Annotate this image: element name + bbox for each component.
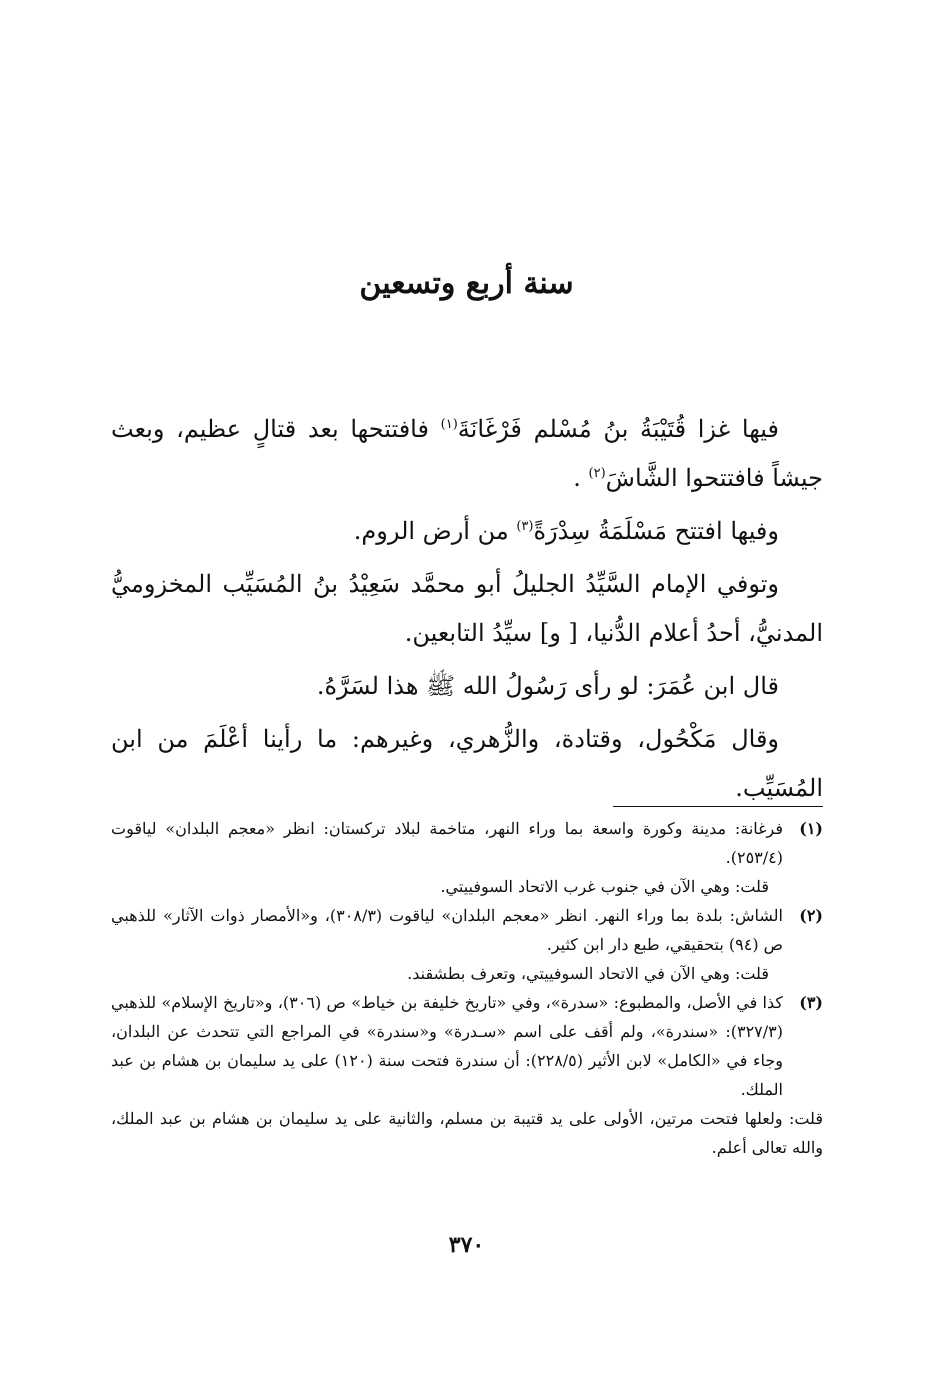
footnote-2-number: (٢) [799,906,823,925]
footnote-2-comment: قلت: وهي الآن في الاتحاد السوفييتي، وتعرف بطشقند. [407,964,769,983]
footnote-3 [111,988,823,1162]
paragraph-4: قال ابن عُمَرَ: لو رأى رَسُولُ الله ﷺ هذا لسَرَّهُ. [316,672,779,700]
footnote-3-text: كذا في الأصل، والمطبوع: «سدرة»، وفي «تاريخ خليفة بن خياط» ص (٣٠٦)، و«تاريخ الإسلام» للذهبي (٣٢٧/٣): «سندرة»، ولم أقف على اسم «سـدرة» و«سندرة» في المراجع التي تتحدث عن البلدان، وجاء في «الكامل» لابن الأثير (٢٢٨/٥): أن سندرة فتحت سنة (١٢٠) على يد سليمان بن هشام بن عبد الملك. [111,993,784,1099]
footnote-1-comment: قلت: وهي الآن في جنوب غرب الاتحاد السوفييتي. [440,877,769,896]
paragraph-1-part-a: فيها غزا قُتَيْبَةُ بنُ مُسْلم فَرْغَانَةَ [457,415,779,443]
footnote-3-row [111,988,823,1104]
footnote-separator [613,806,823,807]
paragraph-2-part-b: من أرض الروم. [353,517,517,545]
footnote-ref-1[interactable]: (١) [440,417,458,432]
page-number: ٣٧٠ [448,1232,485,1258]
footnote-1-body [111,814,783,872]
footnote-3-number: (٣) [799,993,823,1012]
footnote-ref-3[interactable]: (٣) [516,519,534,534]
footnote-1-number: (١) [799,819,823,838]
paragraph-1 [111,405,823,503]
footnote-2-body [111,901,783,959]
chapter-title: سنة أربع وتسعين [359,266,574,301]
paragraph-2-part-a: وفيها افتتح مَسْلَمَةُ سِدْرَةً [533,517,779,545]
paragraph-5: وقال مَكْحُول، وقتادة، والزُّهري، وغيرهم: ما رأينا أعْلَمَ من ابن المُسَيِّب. [111,725,823,802]
footnote-2-extra-row [111,959,823,988]
footnote-2 [111,901,823,988]
footnote-2-text: الشاش: بلدة بما وراء النهر. انظر «معجم البلدان» لياقوت (٣٠٨/٣)، و«الأمصار ذوات الآثار» للذهبي ص (٩٤) بتحقيقي، طبع دار ابن كثير. [111,906,784,954]
main-text [111,405,823,817]
footnote-1-extra-row [111,872,823,901]
footnote-3-comment: قلت: ولعلها فتحت مرتين، الأولى على يد قتيبة بن مسلم، والثانية على يد سليمان بن هشام بن عبد الملك، والله تعالى أعلم. [111,1109,823,1157]
paragraph-2 [111,507,823,556]
footnote-3-extra-row [111,1104,823,1162]
paragraph-1-part-b: فافتتحها بعد قتالٍ عظيم، وبعث جيشاً فافتتحوا الشَّاشَ [111,415,823,492]
paragraph-1-part-c: . [573,464,589,492]
footnotes [111,814,823,1162]
footnote-ref-2[interactable]: (٢) [588,466,606,481]
footnote-3-body [111,988,783,1104]
footnote-2-row [111,901,823,959]
paragraph-3: وتوفي الإمام السَّيِّدُ الجليلُ أبو محمَّد سَعِيْدُ بنُ المُسَيِّب المخزوميُّ المدنيُّ، أحدُ أعلام الدُّنيا، [ و] سيِّدُ التابعين. [111,570,823,647]
footnote-1-row [111,814,823,872]
footnote-1-text: فرغانة: مدينة وكورة واسعة بما وراء النهر، متاخمة لبلاد تركستان: انظر «معجم البلدان» لياقوت (٢٥٣/٤). [111,819,783,867]
footnote-1 [111,814,823,901]
